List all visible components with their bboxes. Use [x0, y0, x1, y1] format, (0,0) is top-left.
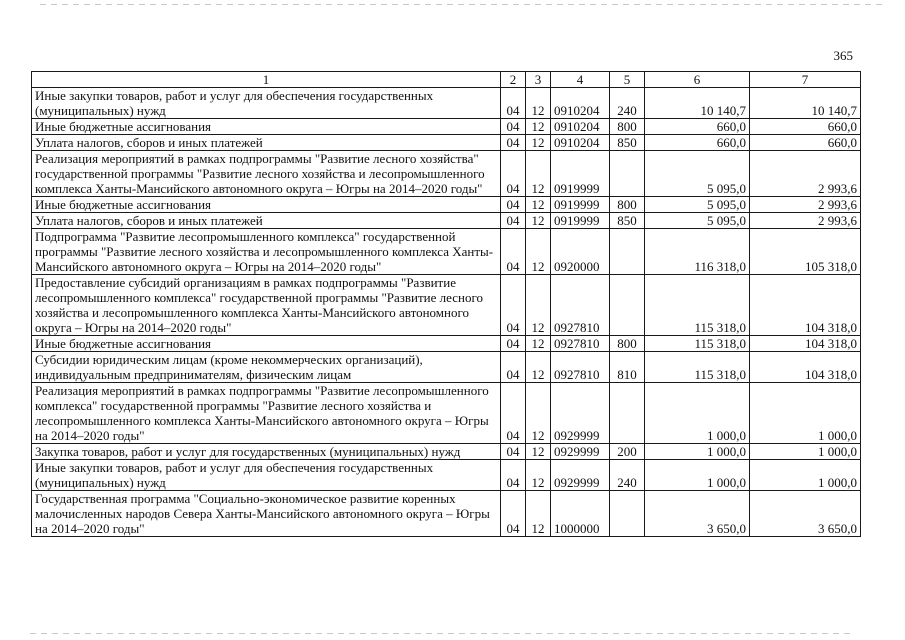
row-name: Иные бюджетные ассигнования — [32, 197, 501, 213]
table-row — [32, 135, 861, 151]
row-subsection: 12 — [526, 444, 551, 460]
row-section: 04 — [501, 135, 526, 151]
row-name: Реализация мероприятий в рамках подпрограммы "Развитие лесопромышленного комплекса" государственной программы "Развитие лесного хозяйства и лесопромышленного комплекса Ханты-Мансийского автономного округа – Югры на 2014–2020 годы" — [32, 383, 501, 444]
row-section: 04 — [501, 460, 526, 491]
row-amount-col7: 660,0 — [750, 119, 861, 135]
row-amount-col6: 115 318,0 — [645, 336, 750, 352]
header-col-3: 3 — [526, 72, 551, 88]
row-name: Уплата налогов, сборов и иных платежей — [32, 135, 501, 151]
row-subsection: 12 — [526, 119, 551, 135]
table-row — [32, 213, 861, 229]
row-target-article: 0927810 — [551, 275, 610, 336]
header-row — [32, 72, 861, 88]
table-row — [32, 197, 861, 213]
row-amount-col6: 115 318,0 — [645, 275, 750, 336]
row-amount-col6: 115 318,0 — [645, 352, 750, 383]
row-section: 04 — [501, 151, 526, 197]
row-target-article: 0919999 — [551, 213, 610, 229]
page-number: 365 — [833, 48, 853, 63]
row-name: Иные закупки товаров, работ и услуг для обеспечения государственных (муниципальных) нужд — [32, 460, 501, 491]
row-target-article: 0920000 — [551, 229, 610, 275]
row-target-article: 0929999 — [551, 444, 610, 460]
row-amount-col7: 1 000,0 — [750, 460, 861, 491]
row-name: Иные закупки товаров, работ и услуг для обеспечения государственных (муниципальных) нужд — [32, 88, 501, 119]
row-subsection: 12 — [526, 336, 551, 352]
row-expense-type — [610, 151, 645, 197]
row-amount-col7: 104 318,0 — [750, 275, 861, 336]
row-target-article: 0929999 — [551, 383, 610, 444]
row-target-article: 0919999 — [551, 151, 610, 197]
row-amount-col6: 5 095,0 — [645, 197, 750, 213]
header-col-4: 4 — [551, 72, 610, 88]
row-amount-col7: 10 140,7 — [750, 88, 861, 119]
budget-table — [31, 71, 861, 537]
row-expense-type — [610, 383, 645, 444]
row-subsection: 12 — [526, 352, 551, 383]
row-amount-col6: 5 095,0 — [645, 151, 750, 197]
row-subsection: 12 — [526, 135, 551, 151]
table-row — [32, 119, 861, 135]
row-subsection: 12 — [526, 491, 551, 537]
row-name: Уплата налогов, сборов и иных платежей — [32, 213, 501, 229]
row-section: 04 — [501, 444, 526, 460]
scan-artifact-bottom — [30, 633, 850, 634]
row-amount-col6: 10 140,7 — [645, 88, 750, 119]
row-amount-col7: 1 000,0 — [750, 444, 861, 460]
row-subsection: 12 — [526, 88, 551, 119]
row-amount-col7: 105 318,0 — [750, 229, 861, 275]
row-subsection: 12 — [526, 383, 551, 444]
table-row — [32, 275, 861, 336]
row-expense-type: 240 — [610, 88, 645, 119]
scan-artifact-top — [40, 4, 885, 5]
row-name: Иные бюджетные ассигнования — [32, 119, 501, 135]
row-expense-type: 810 — [610, 352, 645, 383]
row-amount-col7: 1 000,0 — [750, 383, 861, 444]
row-section: 04 — [501, 229, 526, 275]
row-amount-col6: 660,0 — [645, 135, 750, 151]
row-amount-col6: 1 000,0 — [645, 460, 750, 491]
row-section: 04 — [501, 383, 526, 444]
row-section: 04 — [501, 197, 526, 213]
row-subsection: 12 — [526, 460, 551, 491]
row-expense-type: 800 — [610, 336, 645, 352]
row-name: Закупка товаров, работ и услуг для государственных (муниципальных) нужд — [32, 444, 501, 460]
row-target-article: 0910204 — [551, 135, 610, 151]
header-col-1: 1 — [32, 72, 501, 88]
row-amount-col6: 116 318,0 — [645, 229, 750, 275]
row-section: 04 — [501, 88, 526, 119]
row-section: 04 — [501, 336, 526, 352]
table-row — [32, 444, 861, 460]
row-name: Предоставление субсидий организациям в рамках подпрограммы "Развитие лесопромышленного комплекса" государственной программы "Развитие лесного хозяйства и лесопромышленного комплекса Ханты-Мансийского автономного округа – Югры на 2014–2020 годы" — [32, 275, 501, 336]
row-expense-type: 240 — [610, 460, 645, 491]
table-row — [32, 491, 861, 537]
row-name: Субсидии юридическим лицам (кроме некоммерческих организаций), индивидуальным предпринимателям, физическим лицам — [32, 352, 501, 383]
row-amount-col7: 3 650,0 — [750, 491, 861, 537]
row-amount-col6: 660,0 — [645, 119, 750, 135]
table-row — [32, 336, 861, 352]
row-subsection: 12 — [526, 151, 551, 197]
row-section: 04 — [501, 275, 526, 336]
row-target-article: 0910204 — [551, 119, 610, 135]
row-amount-col7: 2 993,6 — [750, 213, 861, 229]
row-section: 04 — [501, 213, 526, 229]
row-amount-col7: 104 318,0 — [750, 352, 861, 383]
row-target-article: 0929999 — [551, 460, 610, 491]
row-section: 04 — [501, 352, 526, 383]
row-section: 04 — [501, 491, 526, 537]
row-subsection: 12 — [526, 275, 551, 336]
row-subsection: 12 — [526, 213, 551, 229]
row-name: Реализация мероприятий в рамках подпрограммы "Развитие лесного хозяйства" государственной программы "Развитие лесного хозяйства и лесопромышленного комплекса Ханты-Мансийского автономного округа – Югры на 2014–2020 годы" — [32, 151, 501, 197]
row-target-article: 0927810 — [551, 336, 610, 352]
row-amount-col7: 2 993,6 — [750, 151, 861, 197]
header-col-5: 5 — [610, 72, 645, 88]
row-amount-col7: 104 318,0 — [750, 336, 861, 352]
row-expense-type — [610, 491, 645, 537]
row-expense-type — [610, 275, 645, 336]
header-col-6: 6 — [645, 72, 750, 88]
row-section: 04 — [501, 119, 526, 135]
row-amount-col6: 1 000,0 — [645, 383, 750, 444]
row-amount-col7: 2 993,6 — [750, 197, 861, 213]
row-amount-col6: 1 000,0 — [645, 444, 750, 460]
row-amount-col6: 5 095,0 — [645, 213, 750, 229]
table-row — [32, 352, 861, 383]
row-expense-type: 850 — [610, 135, 645, 151]
row-name: Подпрограмма "Развитие лесопромышленного комплекса" государственной программы "Развитие лесного хозяйства и лесопромышленного комплекса Ханты-Мансийского автономного округа – Югры на 2014–2020 годы" — [32, 229, 501, 275]
row-target-article: 0927810 — [551, 352, 610, 383]
header-col-2: 2 — [501, 72, 526, 88]
row-expense-type: 200 — [610, 444, 645, 460]
row-target-article: 0919999 — [551, 197, 610, 213]
row-target-article: 1000000 — [551, 491, 610, 537]
table-body — [32, 88, 861, 537]
table-row — [32, 383, 861, 444]
row-target-article: 0910204 — [551, 88, 610, 119]
row-subsection: 12 — [526, 197, 551, 213]
row-expense-type: 800 — [610, 197, 645, 213]
table-row — [32, 229, 861, 275]
table-row — [32, 460, 861, 491]
row-amount-col6: 3 650,0 — [645, 491, 750, 537]
row-amount-col7: 660,0 — [750, 135, 861, 151]
row-name: Государственная программа "Социально-экономическое развитие коренных малочисленных народов Севера Ханты-Мансийского автономного округа – Югры на 2014–2020 годы" — [32, 491, 501, 537]
row-name: Иные бюджетные ассигнования — [32, 336, 501, 352]
row-expense-type — [610, 229, 645, 275]
row-expense-type: 800 — [610, 119, 645, 135]
row-expense-type: 850 — [610, 213, 645, 229]
row-subsection: 12 — [526, 229, 551, 275]
table-row — [32, 151, 861, 197]
table-row — [32, 88, 861, 119]
header-col-7: 7 — [750, 72, 861, 88]
